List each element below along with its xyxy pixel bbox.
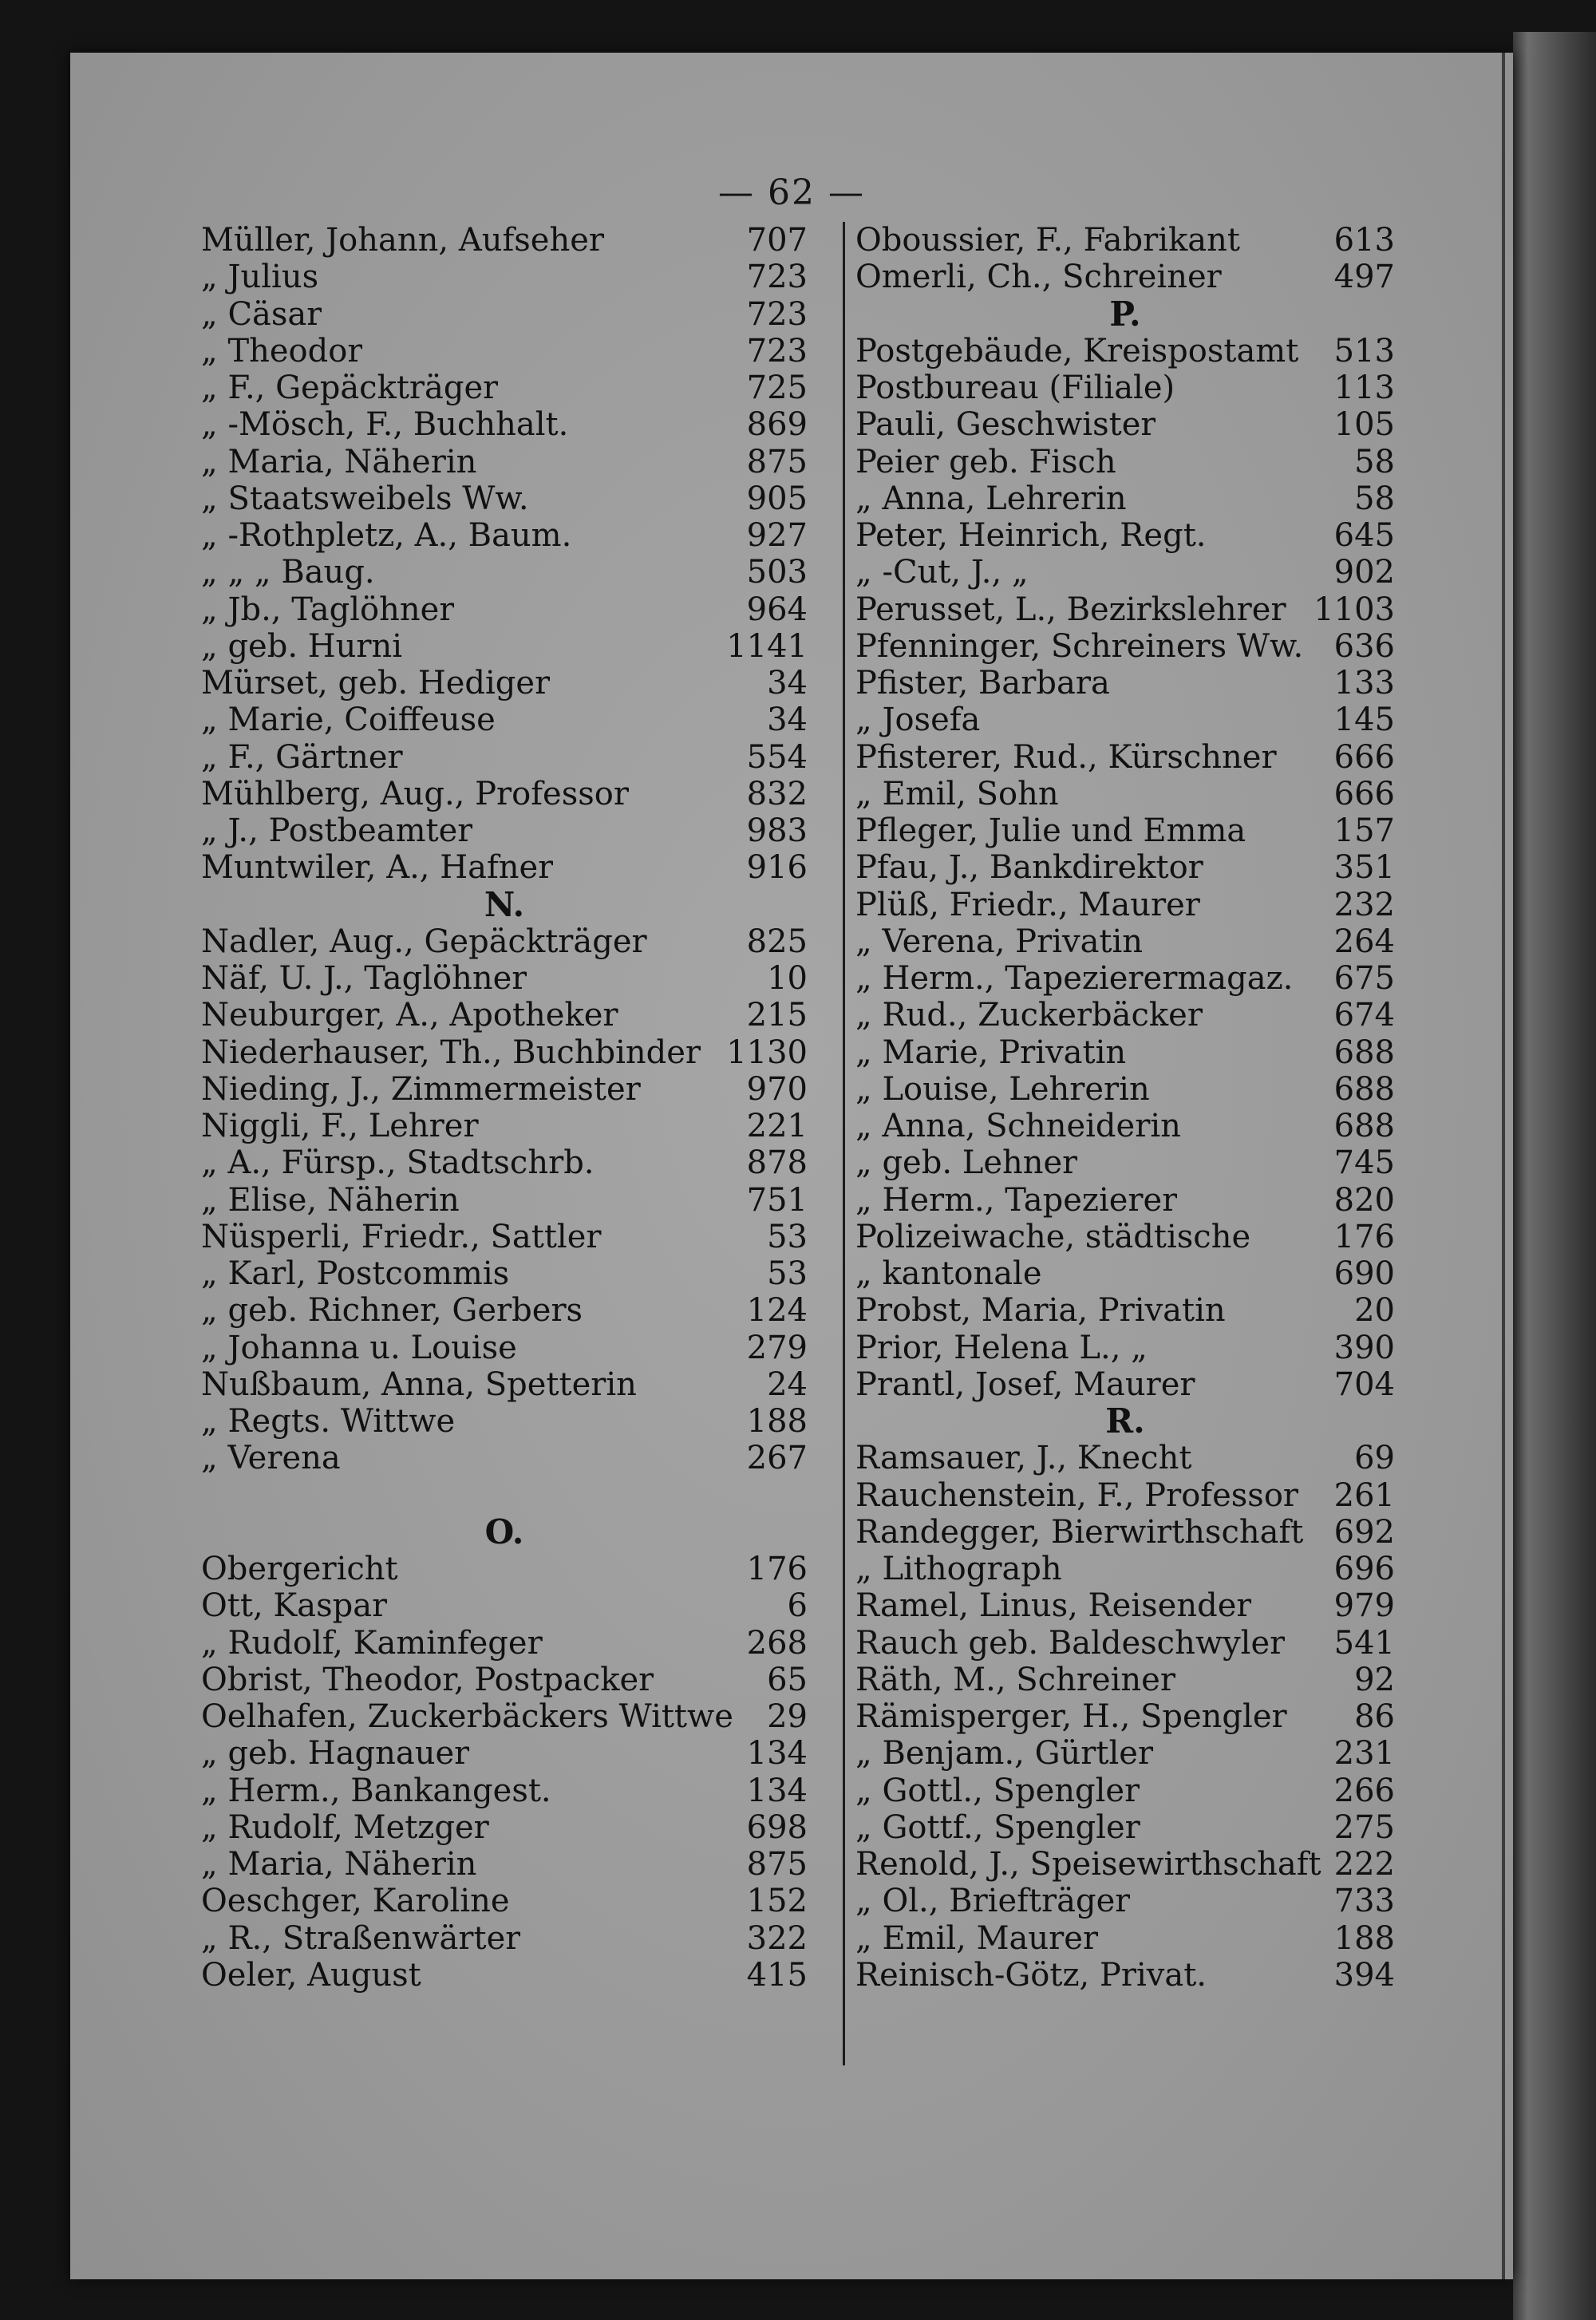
entry-number: 29 [767,1698,808,1735]
entry-name: „ Anna, Schneiderin [855,1108,1181,1144]
directory-entry [855,333,1395,370]
entry-name: „ Ol., Briefträger [855,1883,1131,1920]
entry-name: Obrist, Theodor, Postpacker [201,1661,654,1698]
entry-number: 666 [1333,775,1395,812]
entry-number: 105 [1333,406,1395,444]
entry-number: 688 [1333,1034,1395,1071]
entry-number: 152 [746,1883,808,1920]
directory-entry [855,1366,1395,1403]
entry-name: „ „ „ Baug. [201,554,375,591]
entry-name: Nüsperli, Friedr., Sattler [201,1218,602,1255]
entry-number: 751 [746,1181,808,1219]
entry-number: 497 [1333,259,1395,296]
entry-name: „ Elise, Näherin [201,1181,460,1219]
entry-number: 176 [746,1551,808,1587]
entry-name: „ Staatsweibels Ww. [201,480,529,517]
directory-entry [201,1219,808,1255]
entry-name: „ Anna, Lehrerin [855,480,1127,517]
directory-entry [855,1330,1395,1366]
directory-entry [201,1440,808,1476]
directory-entry [201,849,808,886]
entry-name: „ Louise, Lehrerin [855,1070,1150,1108]
directory-entry [855,923,1395,960]
directory-entry [201,1846,808,1883]
directory-entry [201,776,808,812]
directory-entry [201,1551,808,1587]
directory-entry [855,1625,1395,1662]
directory-entry [201,517,808,554]
entry-number: 970 [746,1070,808,1108]
entry-number: 698 [746,1808,808,1846]
directory-entry [855,628,1395,665]
section-heading: R. [1105,1401,1145,1441]
directory-entry [855,1809,1395,1846]
entry-name: „ Jb., Taglöhner [201,591,455,628]
entry-number: 215 [746,997,808,1034]
entry-name: Probst, Maria, Privatin [855,1292,1226,1330]
directory-entry [201,1662,808,1698]
column-divider [843,222,845,2065]
directory-entry [201,739,808,776]
entry-number: 188 [1333,1919,1395,1957]
entry-number: 666 [1333,738,1395,776]
entry-name: Postgebäude, Kreispostamt [855,332,1299,370]
entry-number: 176 [1333,1218,1395,1255]
directory-entry [855,1292,1395,1329]
directory-entry [201,1883,808,1919]
page-number: — 62 — [718,172,865,213]
entry-number: 704 [1333,1366,1395,1403]
entry-number: 145 [1333,702,1395,739]
entry-name: Nadler, Aug., Gepäckträger [201,923,647,960]
entry-number: 58 [1354,443,1395,480]
directory-entry [201,997,808,1034]
entry-name: Plüß, Friedr., Maurer [855,886,1200,923]
directory-entry [201,370,808,406]
entry-name: Oelhafen, Zuckerbäckers Wittwe [201,1698,733,1735]
entry-number: 6 [787,1587,808,1625]
entry-name: „ Emil, Maurer [855,1919,1099,1957]
entry-name: Müller, Johann, Aufseher [201,222,605,259]
entry-name: „ Verena, Privatin [855,923,1144,960]
directory-entry [855,1551,1395,1587]
directory-entry [855,1255,1395,1292]
directory-entry [855,554,1395,591]
section-heading: N. [484,884,525,924]
directory-entry [201,1698,808,1735]
entry-name: Oeschger, Karoline [201,1883,510,1920]
entry-number: 723 [746,259,808,296]
entry-number: 394 [1333,1956,1395,1994]
entry-number: 113 [1333,370,1395,406]
entry-name: „ geb. Richner, Gerbers [201,1292,583,1330]
entry-number: 927 [746,517,808,554]
section-heading: P. [1109,294,1141,334]
entry-number: 541 [1333,1624,1395,1662]
entry-name: Ramel, Linus, Reisender [855,1587,1252,1625]
directory-entry [855,887,1395,923]
entry-number: 157 [1333,812,1395,849]
entry-number: 34 [767,665,808,702]
entry-name: Rauch geb. Baldeschwyler [855,1624,1286,1662]
directory-entry [855,1587,1395,1624]
directory-entry [855,1144,1395,1181]
entry-name: Prior, Helena L., „ [855,1329,1148,1366]
entry-number: 275 [1333,1808,1395,1846]
directory-entry [201,1292,808,1329]
entry-number: 979 [1333,1587,1395,1625]
entry-name: Mühlberg, Aug., Professor [201,775,629,812]
directory-entry [201,1144,808,1181]
directory-entry [855,1440,1395,1476]
entry-name: Pfleger, Julie und Emma [855,812,1246,849]
entry-name: „ F., Gärtner [201,738,403,776]
adjacent-page-edge [1513,32,1596,2320]
entry-name: Pfister, Barbara [855,665,1110,702]
entry-number: 231 [1333,1735,1395,1773]
directory-entry [855,591,1395,628]
entry-name: Pfenninger, Schreiners Ww. [855,627,1304,665]
entry-number: 10 [767,960,808,997]
entry-number: 232 [1333,886,1395,923]
entry-number: 692 [1333,1513,1395,1551]
directory-entry [201,1587,808,1624]
entry-number: 636 [1333,627,1395,665]
entry-name: Rämisperger, H., Spengler [855,1698,1287,1735]
entry-number: 53 [767,1218,808,1255]
directory-entry [855,259,1395,295]
entry-name: Oboussier, F., Fabrikant [855,222,1240,259]
entry-name: „ Theodor [201,332,363,370]
entry-name: „ -Cut, J., „ [855,554,1029,591]
entry-name: Ott, Kaspar [201,1587,388,1625]
entry-name: „ Marie, Privatin [855,1034,1127,1071]
directory-entry [201,1071,808,1108]
entry-number: 554 [746,738,808,776]
entry-number: 905 [746,480,808,517]
entry-number: 696 [1333,1551,1395,1587]
entry-name: „ Benjam., Gürtler [855,1735,1154,1773]
directory-entry [201,628,808,665]
entry-name: „ J., Postbeamter [201,812,473,849]
entry-number: 916 [746,849,808,887]
directory-entry [201,1735,808,1772]
directory-entry [201,222,808,259]
spacer [201,1477,808,1514]
entry-number: 674 [1333,997,1395,1034]
entry-number: 825 [746,923,808,960]
entry-number: 1141 [726,627,808,665]
section-heading: O. [484,1512,524,1551]
directory-entry [201,812,808,849]
entry-number: 188 [746,1403,808,1440]
right-column [855,222,1395,1994]
directory-entry [855,1182,1395,1219]
page-fold-line [1502,53,1505,2279]
directory-entry [201,1330,808,1366]
entry-name: Randegger, Bierwirthschaft [855,1513,1304,1551]
directory-entry [855,812,1395,849]
entry-number: 745 [1333,1144,1395,1182]
directory-entry [201,333,808,370]
entry-name: „ Rudolf, Metzger [201,1808,489,1846]
directory-entry [201,1366,808,1403]
entry-number: 222 [1333,1846,1395,1883]
entry-name: „ geb. Hurni [201,627,403,665]
entry-number: 832 [746,775,808,812]
directory-entry [855,1108,1395,1144]
entry-number: 92 [1354,1661,1395,1698]
directory-entry [855,665,1395,702]
entry-number: 513 [1333,332,1395,370]
entry-number: 875 [746,443,808,480]
directory-entry [201,1108,808,1144]
directory-entry [201,1625,808,1662]
entry-name: Renold, J., Speisewirthschaft [855,1846,1321,1883]
entry-number: 613 [1333,222,1395,259]
entry-name: „ geb. Lehner [855,1144,1078,1182]
entry-name: „ A., Fürsp., Stadtschrb. [201,1144,595,1182]
directory-entry [201,702,808,738]
entry-name: „ geb. Hagnauer [201,1735,470,1773]
directory-entry [201,1255,808,1292]
directory-entry [201,259,808,295]
directory-entry [855,406,1395,443]
directory-entry [201,1809,808,1846]
entry-number: 24 [767,1366,808,1403]
directory-entry [201,296,808,333]
directory-entry [855,1698,1395,1735]
entry-name: Ramsauer, J., Knecht [855,1440,1192,1477]
entry-number: 707 [746,222,808,259]
entry-name: „ R., Straßenwärter [201,1919,521,1957]
directory-entry [855,370,1395,406]
entry-number: 134 [746,1735,808,1773]
entry-number: 221 [746,1108,808,1144]
directory-entry [855,739,1395,776]
directory-entry [201,1403,808,1440]
entry-number: 124 [746,1292,808,1330]
directory-entry [855,1477,1395,1514]
entry-number: 725 [746,370,808,406]
entry-number: 878 [746,1144,808,1182]
directory-entry [855,517,1395,554]
entry-number: 133 [1333,665,1395,702]
entry-name: „ kantonale [855,1255,1042,1292]
entry-name: „ Johanna u. Louise [201,1329,517,1366]
entry-number: 645 [1333,517,1395,554]
entry-number: 20 [1354,1292,1395,1330]
directory-entry [855,1219,1395,1255]
entry-name: „ Rud., Zuckerbäcker [855,997,1203,1034]
entry-name: „ Marie, Coiffeuse [201,702,496,739]
entry-number: 869 [746,406,808,444]
entry-number: 266 [1333,1772,1395,1809]
entry-number: 688 [1333,1108,1395,1144]
entry-name: Omerli, Ch., Schreiner [855,259,1222,296]
entry-name: Näf, U. J., Taglöhner [201,960,527,997]
entry-number: 675 [1333,960,1395,997]
entry-name: Mürset, geb. Hediger [201,665,551,702]
entry-number: 351 [1333,849,1395,887]
directory-entry [855,1883,1395,1919]
entry-name: Pfau, J., Bankdirektor [855,849,1203,887]
entry-name: „ Lithograph [855,1551,1062,1587]
directory-entry [201,554,808,591]
directory-entry [855,1071,1395,1108]
entry-name: Muntwiler, A., Hafner [201,849,554,887]
entry-number: 415 [746,1956,808,1994]
entry-name: „ Karl, Postcommis [201,1255,510,1292]
directory-entry [855,1514,1395,1551]
entry-name: Nieding, J., Zimmermeister [201,1070,641,1108]
entry-name: „ Julius [201,259,319,296]
entry-name: „ Rudolf, Kaminfeger [201,1624,543,1662]
entry-name: „ Josefa [855,702,981,739]
entry-name: „ Cäsar [201,295,322,333]
entry-number: 723 [746,295,808,333]
entry-name: Reinisch-Götz, Privat. [855,1956,1207,1994]
entry-name: Peter, Heinrich, Regt. [855,517,1207,554]
directory-entry [855,1773,1395,1809]
entry-number: 983 [746,812,808,849]
entry-number: 1103 [1314,591,1395,628]
directory-entry [201,591,808,628]
entry-number: 733 [1333,1883,1395,1920]
directory-entry [855,1662,1395,1698]
left-column [201,222,808,1994]
entry-number: 964 [746,591,808,628]
directory-entry [855,1034,1395,1071]
entry-name: „ Herm., Tapezierermagaz. [855,960,1294,997]
entry-number: 688 [1333,1070,1395,1108]
entry-number: 690 [1333,1255,1395,1292]
entry-number: 261 [1333,1476,1395,1514]
entry-name: Perusset, L., Bezirkslehrer [855,591,1286,628]
entry-number: 902 [1333,554,1395,591]
entry-name: Prantl, Josef, Maurer [855,1366,1195,1403]
directory-entry [855,849,1395,886]
directory-entry [855,997,1395,1034]
entry-name: „ -Rothpletz, A., Baum. [201,517,572,554]
entry-name: Pauli, Geschwister [855,406,1156,444]
entry-number: 503 [746,554,808,591]
entry-number: 65 [767,1661,808,1698]
entry-number: 268 [746,1624,808,1662]
entry-name: Niederhauser, Th., Buchbinder [201,1034,701,1071]
directory-entry [201,665,808,702]
entry-number: 723 [746,332,808,370]
entry-name: Peier geb. Fisch [855,443,1116,480]
entry-name: „ Maria, Näherin [201,443,477,480]
entry-number: 264 [1333,923,1395,960]
directory-entry [201,1920,808,1957]
directory-entry [855,480,1395,517]
directory-entry [855,702,1395,738]
entry-number: 820 [1333,1181,1395,1219]
directory-entry [201,406,808,443]
entry-name: „ Herm., Tapezierer [855,1181,1178,1219]
entry-name: „ Emil, Sohn [855,775,1059,812]
directory-entry [855,1846,1395,1883]
entry-number: 875 [746,1846,808,1883]
entry-name: Rauchenstein, F., Professor [855,1476,1299,1514]
entry-name: Polizeiwache, städtische [855,1218,1251,1255]
directory-entry [201,1957,808,1994]
entry-name: Niggli, F., Lehrer [201,1108,479,1144]
directory-entry [855,444,1395,480]
directory-entry [855,960,1395,997]
entry-number: 58 [1354,480,1395,517]
entry-name: „ Verena [201,1440,341,1477]
directory-entry [855,1957,1395,1994]
directory-entry [201,1034,808,1071]
directory-entry [201,923,808,960]
entry-name: Pfisterer, Rud., Kürschner [855,738,1277,776]
entry-name: „ Regts. Wittwe [201,1403,456,1440]
directory-entry [201,1773,808,1809]
directory-entry [855,776,1395,812]
entry-name: Nußbaum, Anna, Spetterin [201,1366,637,1403]
entry-name: „ Gottl., Spengler [855,1772,1140,1809]
entry-number: 390 [1333,1329,1395,1366]
entry-number: 69 [1354,1440,1395,1477]
entry-number: 1130 [726,1034,808,1071]
directory-entry [201,480,808,517]
entry-name: „ Gottf., Spengler [855,1808,1140,1846]
entry-number: 322 [746,1919,808,1957]
entry-number: 53 [767,1255,808,1292]
entry-name: Oeler, August [201,1956,421,1994]
entry-number: 279 [746,1329,808,1366]
directory-entry [855,222,1395,259]
entry-name: „ Maria, Näherin [201,1846,477,1883]
directory-entry [201,444,808,480]
entry-number: 134 [746,1772,808,1809]
entry-name: Räth, M., Schreiner [855,1661,1175,1698]
entry-name: Obergericht [201,1551,398,1587]
entry-name: „ F., Gepäckträger [201,370,499,406]
entry-number: 267 [746,1440,808,1477]
directory-entry [855,1920,1395,1957]
entry-number: 34 [767,702,808,739]
entry-name: „ Herm., Bankangest. [201,1772,551,1809]
entry-name: Postbureau (Filiale) [855,370,1175,406]
entry-name: „ -Mösch, F., Buchhalt. [201,406,569,444]
directory-entry [855,1735,1395,1772]
entry-name: Neuburger, A., Apotheker [201,997,618,1034]
entry-number: 86 [1354,1698,1395,1735]
directory-entry [201,960,808,997]
directory-entry [201,1182,808,1219]
